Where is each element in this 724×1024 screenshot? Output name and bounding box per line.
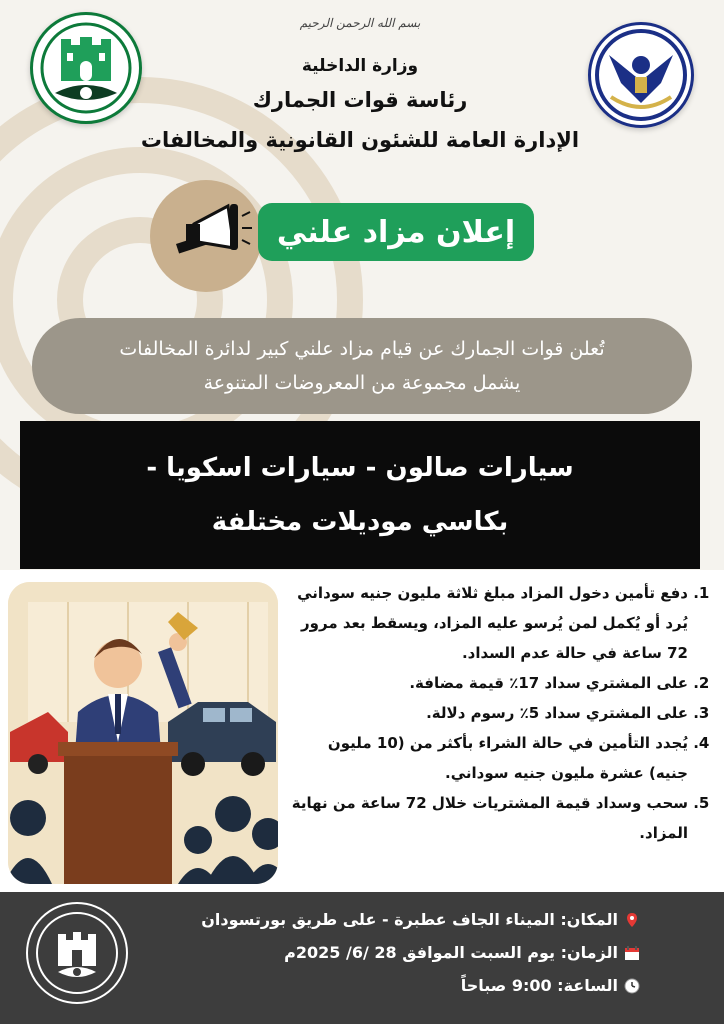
items-line-2: بكاسي موديلات مختلفة <box>211 507 509 537</box>
customs-media-emblem-icon <box>28 904 126 1002</box>
announcement-banner <box>258 203 534 261</box>
term-item: 5. سحب وسداد قيمة المشتريات خلال 72 ساعة من نهاية المزاد. <box>286 788 688 848</box>
items-line-1: سيارات صالون - سيارات اسكويا - <box>146 453 574 483</box>
department-title: الإدارة العامة للشئون القانونية والمخالفات <box>140 128 580 152</box>
ministry-title: وزارة الداخلية <box>301 56 419 76</box>
customs-building-emblem-icon <box>33 15 139 121</box>
footer-location <box>150 910 640 929</box>
time-text: الساعة: 9:00 صباحاً <box>460 976 618 995</box>
intro-line-2: يشمل مجموعة من المعروضات المتنوعة <box>203 372 521 394</box>
auction-illustration <box>8 582 278 884</box>
police-eagle-emblem-icon <box>591 25 691 125</box>
date-text: الزمان: يوم السبت الموافق 28 /6/ 2025م <box>284 943 618 962</box>
megaphone-badge <box>150 180 262 292</box>
term-item: 3. على المشتري سداد 5٪ رسوم دلالة. <box>286 698 688 728</box>
footer-logo <box>26 902 128 1004</box>
term-item: 4. يُجدد التأمين في حالة الشراء بأكثر من (10 مليون جنيه) عشرة مليون جنيه سوداني. <box>286 728 688 788</box>
intro-box <box>32 318 692 414</box>
intro-line-1: تُعلن قوات الجمارك عن قيام مزاد علني كبير لدائرة المخالفات <box>119 338 605 360</box>
term-item: 2. على المشتري سداد 17٪ قيمة مضافة. <box>286 668 688 698</box>
police-logo <box>588 22 694 128</box>
presidency-title: رئاسة قوات الجمارك <box>252 88 468 112</box>
terms-list <box>286 578 706 848</box>
footer-date <box>150 943 640 962</box>
megaphone-icon <box>150 180 262 292</box>
clock-icon <box>624 978 640 994</box>
calendar-icon <box>624 945 640 961</box>
basmala: بسم الله الرحمن الرحيم <box>299 16 421 30</box>
footer-time <box>150 976 640 995</box>
term-item: 1. دفع تأمين دخول المزاد مبلغ ثلاثة مليون جنيه سوداني يُرد أو يُكمل لمن يُرسو عليه المزاد، ويسقط بعد مرور 72 ساعة في حالة عدم السداد. <box>286 578 688 668</box>
announcement-title: إعلان مزاد علني <box>276 214 516 250</box>
items-banner <box>20 421 700 569</box>
location-text: المكان: الميناء الجاف عطبرة - على طريق بورتسودان <box>201 910 618 929</box>
customs-logo <box>30 12 142 124</box>
pin-icon <box>624 912 640 928</box>
